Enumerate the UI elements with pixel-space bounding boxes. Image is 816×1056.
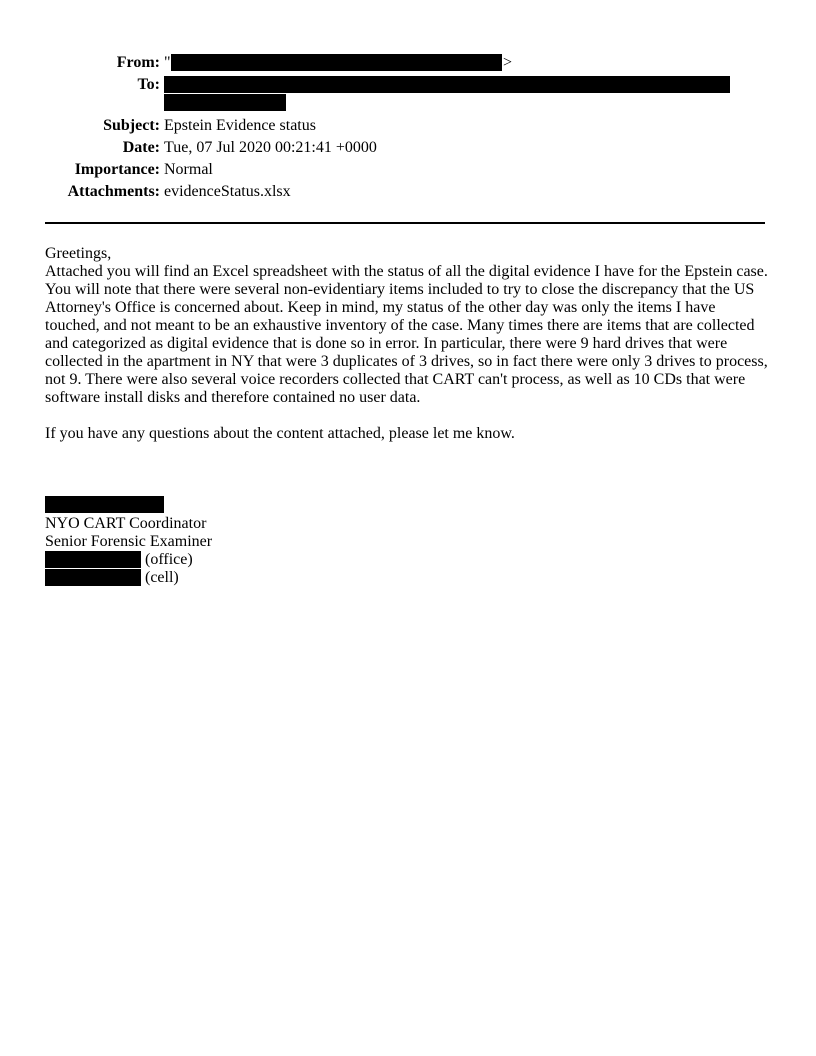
blank-line (45, 407, 785, 425)
greeting: Greetings, (45, 245, 112, 262)
office-phone-suffix: (office) (145, 551, 193, 568)
body-line: Attorney's Office is concerned about. Keep in mind, my status of the other day was only the items I have (45, 299, 716, 316)
closing-paragraph: If you have any questions about the content attached, please let me know. (45, 425, 515, 442)
attachments-value[interactable]: evidenceStatus.xlsx (164, 183, 291, 200)
from-suffix: > (503, 54, 513, 71)
body-line: touched, and not meant to be an exhaustive inventory of the case. Many times there are items that are collected (45, 317, 755, 334)
body-line: not 9. There were also several voice recorders collected that CART can't process, as well as 10 CDs that were (45, 371, 746, 388)
body-line: You will note that there were several non-evidentiary items included to try to close the discrepancy that the US (45, 281, 755, 298)
importance-label: Importance: (74, 161, 160, 178)
body-line: and categorized as digital evidence that is done so in error. In particular, there were 9 hard drives that were (45, 335, 728, 352)
attachments-label: Attachments: (67, 183, 160, 200)
cell-phone-suffix: (cell) (145, 569, 179, 586)
date-value: Tue, 07 Jul 2020 00:21:41 +0000 (164, 139, 377, 156)
from-redaction (171, 54, 502, 71)
office-phone-redaction (45, 551, 141, 568)
email-body (45, 245, 785, 443)
signature-title-1: NYO CART Coordinator (45, 515, 207, 532)
body-line: software install disks and therefore contained no user data. (45, 389, 421, 406)
from-prefix: " (164, 54, 171, 71)
subject-value: Epstein Evidence status (164, 117, 316, 134)
from-label: From: (116, 54, 160, 71)
cell-phone-redaction (45, 569, 141, 586)
importance-value: Normal (164, 161, 213, 178)
attachments-row (0, 182, 816, 202)
to-redaction-line1 (164, 76, 730, 93)
date-label: Date: (122, 139, 160, 156)
body-line: collected in the apartment in NY that were 3 duplicates of 3 drives, so in fact there were only 3 drives to process, (45, 353, 768, 370)
importance-row (0, 160, 816, 180)
subject-label: Subject: (103, 117, 160, 134)
to-label: To: (137, 76, 160, 93)
sender-name-redaction (45, 496, 164, 513)
date-row (0, 138, 816, 158)
header-divider (45, 222, 765, 224)
subject-row (0, 116, 816, 136)
body-line: Attached you will find an Excel spreadsheet with the status of all the digital evidence I have for the Epstein case. (45, 263, 768, 280)
to-redaction-line2 (164, 94, 286, 111)
signature-title-2: Senior Forensic Examiner (45, 533, 213, 550)
